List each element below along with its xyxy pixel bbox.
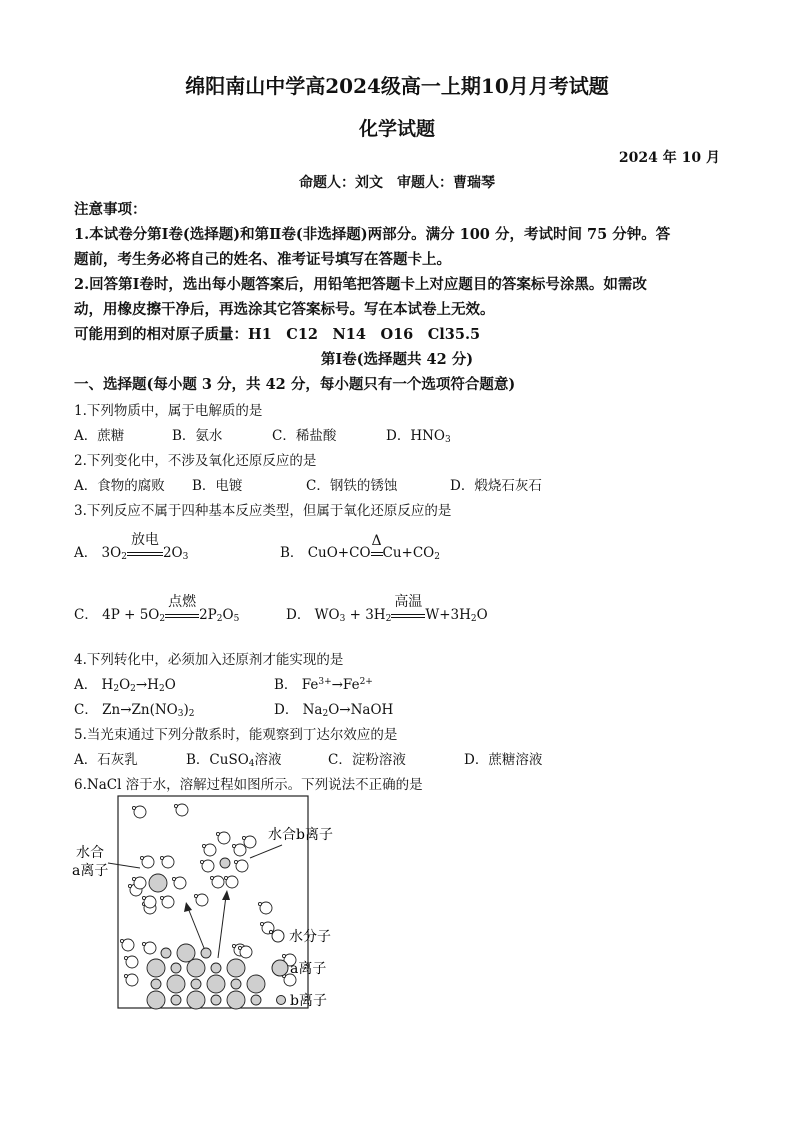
water-molecule-h (142, 896, 145, 899)
pointer-line-a (108, 863, 140, 868)
water-molecule-h (160, 896, 163, 899)
a-ion (207, 975, 225, 993)
q6-stem: 6.NaCl 溶于水，溶解过程如图所示。下列说法不正确的是 (74, 777, 423, 793)
water-molecule-h (260, 922, 263, 925)
q2-option-d: D．煅烧石灰石 (450, 478, 542, 494)
q5-option-c: C．淀粉溶液 (328, 752, 406, 768)
exam-date: 2024 年 10 月 (618, 150, 720, 166)
b-ion (211, 995, 221, 1005)
nacl-dissolution-figure (60, 790, 380, 1020)
q3-option-b: B． CuO+CO Δ $Cu+CO_2$ (280, 533, 440, 562)
a-ion (187, 959, 205, 977)
notes-item1-line2: 题前，考生务必将自己的姓名、准考证号填写在答题卡上。 (74, 251, 451, 268)
legend-water-text: 水分子 (289, 929, 331, 945)
q3-option-c: C． $4P + 5O_2$ 点燃 $2P_2O_5$ (74, 594, 240, 624)
water-molecule-h (172, 877, 175, 880)
reaction-condition-arrow: 高温 (391, 607, 425, 623)
a-ion (187, 991, 205, 1009)
legend-a-text: a离子 (290, 961, 327, 977)
atomic-masses: 可能用到的相对原子质量：H1 C12 N14 O16 Cl35.5 (74, 326, 481, 343)
q5-stem: 5.当光束通过下列分散系时，能观察到丁达尔效应的是 (74, 727, 398, 743)
part-title: 第Ⅰ卷(选择题共 42 分) (320, 351, 474, 368)
q5-option-d: D．蔗糖溶液 (464, 752, 543, 768)
b-ion (231, 979, 241, 989)
exam-authors: 命题人：刘文 审题人：曹瑞琴 (299, 175, 495, 191)
water-molecule-h (124, 956, 127, 959)
q5-option-b: B．CuSO$_4$溶液 (186, 752, 282, 769)
a-ion (177, 944, 195, 962)
b-ion (151, 979, 161, 989)
water-molecule-h (142, 942, 145, 945)
water-molecule-h (124, 974, 127, 977)
water-molecule-h (128, 884, 131, 887)
water-molecule-h (194, 894, 197, 897)
notes-item2-line2: 动，用橡皮擦干净后，再选涂其它答案标号。写在本试卷上无效。 (74, 301, 495, 318)
b-ion (211, 963, 221, 973)
label-hydrated-a-line2: a离子 (72, 863, 109, 879)
legend-a-symbol (272, 960, 288, 976)
q2-option-a: A．食物的腐败 (74, 478, 165, 494)
water-molecule-h (224, 876, 227, 879)
label-hydrated-a-line1: 水合 (76, 845, 104, 861)
water-molecule-h (200, 860, 203, 863)
reaction-condition-arrow: Δ (371, 545, 383, 561)
q1-option-b: B．氨水 (172, 428, 223, 444)
water-molecule-h (174, 804, 177, 807)
reaction-condition-arrow: 放电 (127, 545, 163, 561)
hydrated-a-ion (149, 874, 167, 892)
water-molecule-h (132, 877, 135, 880)
q2-option-b: B．电镀 (192, 478, 243, 494)
q1-stem: 1.下列物质中，属于电解质的是 (74, 403, 263, 419)
q3-option-a: A． $3O_2$ 放电 $2O_3$ (74, 532, 189, 562)
q1-option-d: D．$HNO_3$ (386, 428, 451, 445)
water-molecule-h (202, 844, 205, 847)
q2-option-c: C．钢铁的锈蚀 (306, 478, 398, 494)
a-ion (167, 975, 185, 993)
b-ion (191, 979, 201, 989)
b-ion (171, 963, 181, 973)
legend (269, 928, 331, 1009)
water-molecule-h (282, 954, 285, 957)
q4-option-a: A． $H_2O_2\to H_2O$ (74, 677, 176, 694)
water-molecule-h (242, 836, 245, 839)
notes-item1-line1: 1.本试卷分第Ⅰ卷(选择题)和第Ⅱ卷(非选择题)两部分。满分 100 分，考试时间 75 分钟。答 (74, 226, 671, 243)
legend-b-symbol (277, 996, 286, 1005)
water-molecule-h (132, 806, 135, 809)
water-molecule-h (210, 876, 213, 879)
arrow-up-right (218, 896, 226, 958)
notes-heading: 注意事项： (74, 201, 147, 218)
label-hydrated-b: 水合b离子 (268, 827, 333, 843)
q3-option-d: D． $WO_3 + 3H_2$ 高温 $W+3H_2O$ (286, 594, 488, 624)
b-ion (161, 948, 171, 958)
reaction-condition-arrow: 点燃 (165, 607, 199, 623)
q2-stem: 2.下列变化中，不涉及氧化还原反应的是 (74, 453, 317, 469)
q5-option-a: A．石灰乳 (74, 752, 138, 768)
notes-item2-line1: 2.回答第Ⅰ卷时，选出每小题答案后，用铅笔把答题卡上对应题目的答案标号涂黑。如需改 (74, 276, 647, 293)
water-molecule-h (232, 844, 235, 847)
a-ion (147, 991, 165, 1009)
exam-subtitle: 化学试题 (358, 118, 435, 140)
arrowhead (184, 902, 192, 912)
q1-option-c: C．稀盐酸 (272, 428, 337, 444)
a-ion (227, 959, 245, 977)
water-molecule-h (258, 902, 261, 905)
section-heading: 一、选择题(每小题 3 分，共 42 分，每小题只有一个选项符合题意) (74, 376, 516, 393)
legend-water-symbol (269, 930, 272, 933)
water-molecule-h (232, 944, 235, 947)
b-ion (201, 948, 211, 958)
hydrated-b-ion (220, 858, 230, 868)
legend-water-symbol (272, 930, 284, 942)
q3-stem: 3.下列反应不属于四种基本反应类型，但属于氧化还原反应的是 (74, 503, 452, 519)
a-ion (247, 975, 265, 993)
b-ion (251, 995, 261, 1005)
q4-stem: 4.下列转化中，必须加入还原剂才能实现的是 (74, 652, 344, 668)
water-molecule-h (216, 832, 219, 835)
water-molecule-h (234, 860, 237, 863)
a-ion (147, 959, 165, 977)
q4-option-b: B． $Fe^{3+}\to Fe^{2+}$ (274, 677, 373, 693)
pointer-line-b (250, 845, 282, 858)
exam-title: 绵阳南山中学高2024级高一上期10月月考试题 (185, 74, 609, 98)
water-molecule-h (140, 856, 143, 859)
a-ion (227, 991, 245, 1009)
q4-option-d: D． $Na_2O\to NaOH$ (274, 702, 394, 719)
b-ion (171, 995, 181, 1005)
legend-b-text: b离子 (290, 993, 327, 1009)
water-molecule-h (160, 856, 163, 859)
q1-option-a: A．蔗糖 (74, 428, 125, 444)
arrowhead (222, 890, 230, 900)
water-molecule-h (120, 939, 123, 942)
water-molecule-h (238, 946, 241, 949)
q4-option-c: C． $Zn\to Zn(NO_3)_2$ (74, 702, 195, 719)
